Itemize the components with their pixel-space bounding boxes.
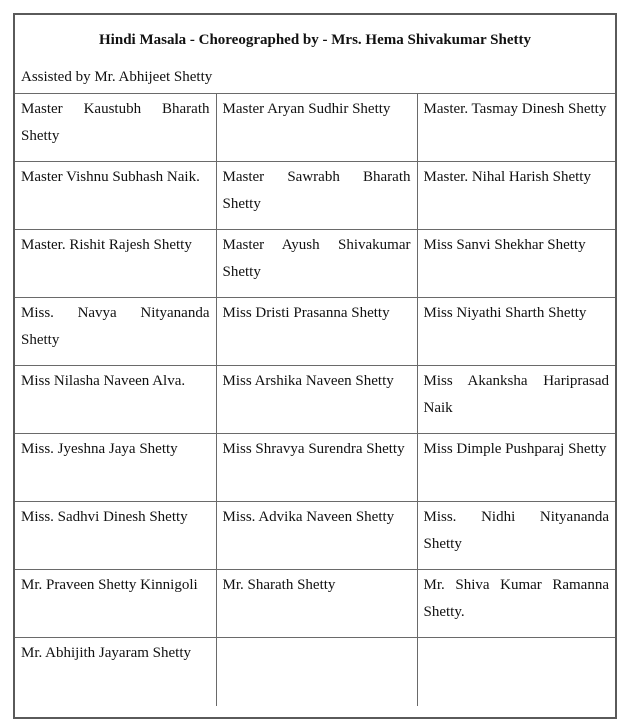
participant-name-cell: Miss Shravya Surendra Shetty (216, 434, 417, 502)
participant-name-cell: Master Aryan Sudhir Shetty (216, 94, 417, 162)
participant-name-cell: Master Kaustubh Bharath Shetty (15, 94, 216, 162)
table-row (15, 230, 615, 298)
document-title: Hindi Masala - Choreographed by - Mrs. Hema Shivakumar Shetty (99, 32, 531, 48)
table-row (15, 162, 615, 230)
participant-name-cell: Miss Dristi Prasanna Shetty (216, 298, 417, 366)
participant-name-cell: Mr. Praveen Shetty Kinnigoli (15, 570, 216, 638)
participant-name-cell: Miss Akanksha Hariprasad Naik (417, 366, 615, 434)
participant-name-cell: Master. Rishit Rajesh Shetty (15, 230, 216, 298)
participant-name-cell: Miss Nilasha Naveen Alva. (15, 366, 216, 434)
participant-name-cell: Mr. Sharath Shetty (216, 570, 417, 638)
table-row (15, 366, 615, 434)
participant-name-cell: Miss. Jyeshna Jaya Shetty (15, 434, 216, 502)
table-row (15, 94, 615, 162)
participant-name-cell: Master Ayush Shivakumar Shetty (216, 230, 417, 298)
participant-name-cell (216, 638, 417, 706)
participant-name-cell: Miss. Nidhi Nityananda Shetty (417, 502, 615, 570)
participant-name-cell: Master. Tasmay Dinesh Shetty (417, 94, 615, 162)
participant-name-cell: Miss. Advika Naveen Shetty (216, 502, 417, 570)
table-row (15, 570, 615, 638)
participant-name-cell: Miss. Navya Nityananda Shetty (15, 298, 216, 366)
table-row (15, 502, 615, 570)
participant-name-cell: Master. Nihal Harish Shetty (417, 162, 615, 230)
assisted-by-text: Assisted by Mr. Abhijeet Shetty (15, 64, 615, 94)
participant-name-cell: Miss Dimple Pushparaj Shetty (417, 434, 615, 502)
roster-document (13, 13, 617, 719)
participant-name-cell: Mr. Abhijith Jayaram Shetty (15, 638, 216, 706)
participants-table (15, 15, 615, 706)
assisted-row (15, 64, 615, 94)
participant-name-cell: Master Sawrabh Bharath Shetty (216, 162, 417, 230)
title-row (15, 15, 615, 64)
participant-name-cell (417, 638, 615, 706)
participant-name-cell: Miss Arshika Naveen Shetty (216, 366, 417, 434)
participant-name-cell: Miss Niyathi Sharth Shetty (417, 298, 615, 366)
participant-name-cell: Miss Sanvi Shekhar Shetty (417, 230, 615, 298)
table-row (15, 298, 615, 366)
table-row (15, 638, 615, 706)
participant-name-cell: Miss. Sadhvi Dinesh Shetty (15, 502, 216, 570)
table-row (15, 434, 615, 502)
participant-name-cell: Mr. Shiva Kumar Ramanna Shetty. (417, 570, 615, 638)
participant-name-cell: Master Vishnu Subhash Naik. (15, 162, 216, 230)
